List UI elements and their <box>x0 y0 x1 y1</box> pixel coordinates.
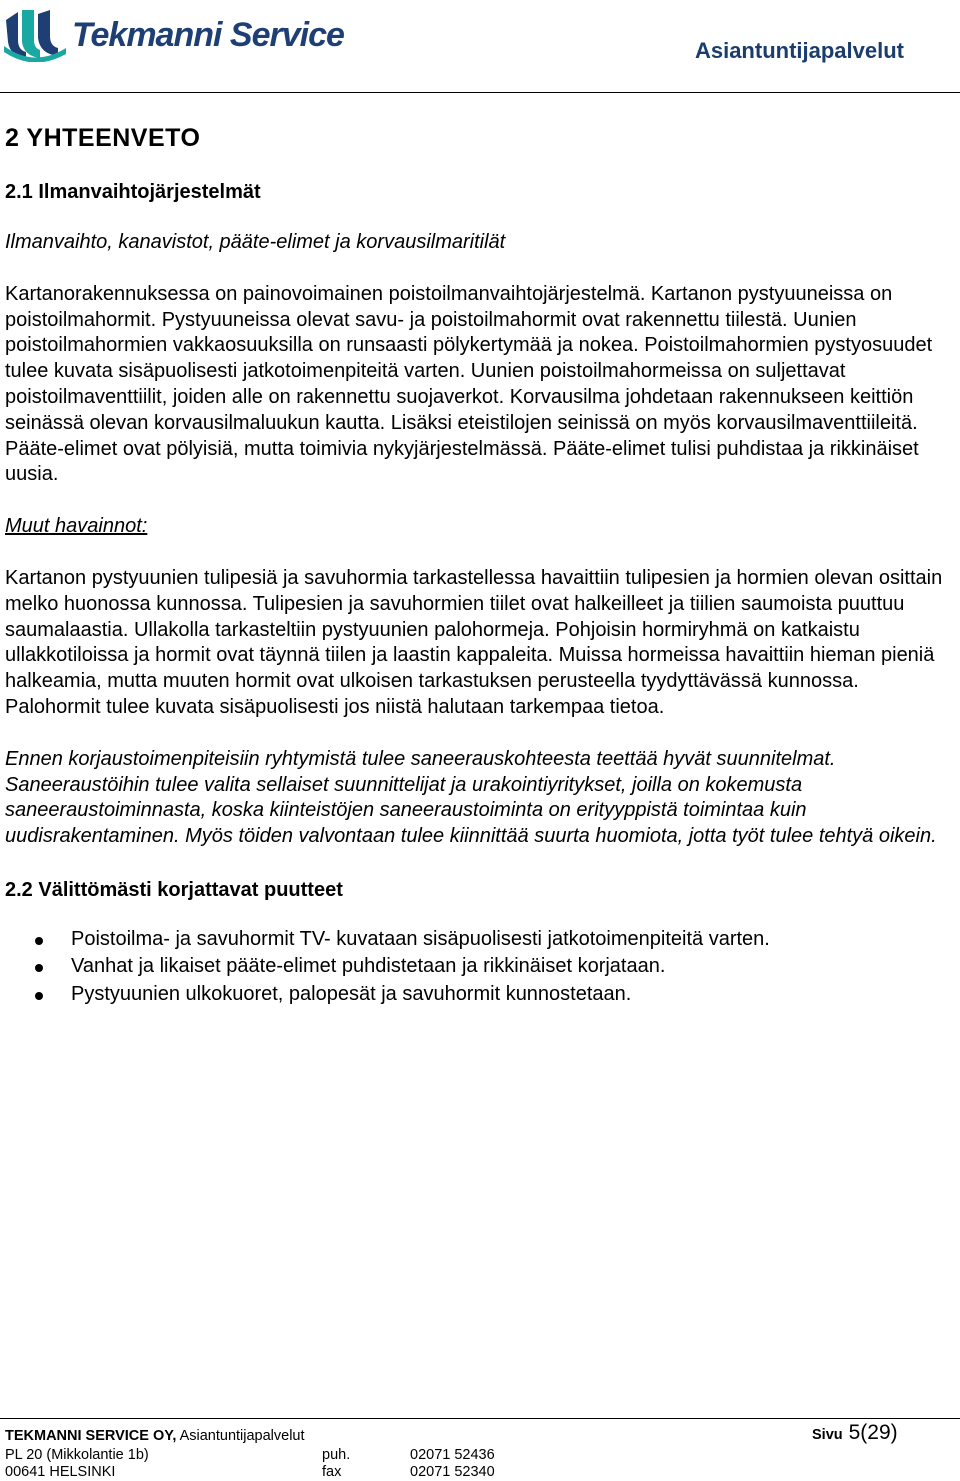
footer-fax: 02071 52340 <box>410 1464 495 1480</box>
bullet-icon <box>35 992 43 1000</box>
footer-phone: 02071 52436 <box>410 1447 495 1463</box>
header-divider <box>0 92 960 93</box>
intro-italic: Ilmanvaihto, kanavistot, pääte-elimet ja korvausilmaritilät <box>5 231 506 253</box>
document-body <box>5 120 953 1008</box>
footer-phone-label: puh. <box>322 1447 351 1463</box>
footer-fax-label: fax <box>322 1464 342 1480</box>
logo-mark-icon <box>4 10 66 62</box>
tekmanni-logo <box>4 6 344 62</box>
page-number: Sivu 5(29) <box>812 1421 898 1444</box>
list-item: Pystyuunien ulkokuoret, palopesät ja savuhormit kunnostetaan. <box>5 981 953 1009</box>
header-title: Asiantuntijapalvelut <box>694 38 904 63</box>
footer-company: TEKMANNI SERVICE OY, Asiantuntijapalvelut <box>5 1428 305 1444</box>
footer-divider <box>0 1418 960 1419</box>
bullet-icon <box>35 937 43 945</box>
section-title: 2 YHTEENVETO <box>5 124 201 152</box>
other-findings-heading: Muut havainnot: <box>5 515 148 538</box>
subsection-title-1: 2.1 Ilmanvaihtojärjestelmät <box>5 181 261 203</box>
subsection-title-2: 2.2 Välittömästi korjattavat puutteet <box>5 878 343 901</box>
paragraph-2: Kartanon pystyuunien tulipesiä ja savuhormia tarkastellessa havaittiin tulipesien ja hormien olevan osittain melko huonossa kunnossa. Tulipesien ja savuhormien tiilet ovat halkeilleet ja tiilien saumoista puuttuu saumalaastia. Ullakolla tarkasteltiin pystyuunien palohormeja. Pohjoisin hormiryhmä on katkaistu ullakkotiloissa ja hormit ovat täynnä tiilen ja laastin kappaleita. Muissa hormeissa havaittiin hieman pieniä halkeamia, mutta muuten hormit ovat ulkoisen tarkastuksen perusteella tyydyttävässä kunnossa. Palohormit tulee kuvata sisäpuolisesti jos niistä halutaan tarkempaa tietoa. <box>5 566 943 718</box>
logo-text: Tekmanni Service <box>72 16 344 54</box>
paragraph-1: Kartanorakennuksessa on painovoimainen poistoilmanvaihtojärjestelmä. Kartanon pystyuuneissa on poistoilmahormit. Pystyuuneissa olevat savu- ja poistoilmahormit ovat rakennettu tiilestä. Uunien poistoilmahormien vakkaosuuksilla on runsaasti pölykertymää ja nokea. Poistoilmahormien pystyosuudet tulee kuvata sisäpuolisesti jatkotoimenpiteitä varten. Uunien poistoilmahormeissa on suljettavat poistoilmaventtiilit, joiden alle on rakennettu suojaverkot. Korvausilma johdetaan rakennukseen keittiön seinässä olevan korvausilmaluukun kautta. Lisäksi eteistilojen seinissä on myös korvausilmaventtiileitä. Pääte-elimet ovat pölyisiä, mutta toimivia nykyjärjestelmässä. Pääte-elimet tulisi puhdistaa ja rikkinäiset uusia. <box>5 282 933 486</box>
list-item: Vanhat ja likaiset pääte-elimet puhdistetaan ja rikkinäiset korjataan. <box>5 953 953 981</box>
footer-address-line1: PL 20 (Mikkolantie 1b) <box>5 1447 149 1463</box>
bullet-list <box>5 926 953 1009</box>
bullet-icon <box>35 964 43 972</box>
footer-address-line2: 00641 HELSINKI <box>5 1464 116 1480</box>
paragraph-3: Ennen korjaustoimenpiteisiin ryhtymistä tulee saneerauskohteesta teettää hyvät suunnitelmat. Saneeraustöihin tulee valita sellaiset suunnittelijat ja urakointiyritykset, joilla on kokemusta saneeraustoiminnasta, koska kiinteistöjen saneeraustoiminta on erityyppistä toimintaa kuin uudisrakentaminen. Myös töiden valvontaan tulee kiinnittää suurta huomiota, jotta työt tulee tehtyä oikein. <box>5 747 937 848</box>
list-item: Poistoilma- ja savuhormit TV- kuvataan sisäpuolisesti jatkotoimenpiteitä varten. <box>5 926 953 954</box>
